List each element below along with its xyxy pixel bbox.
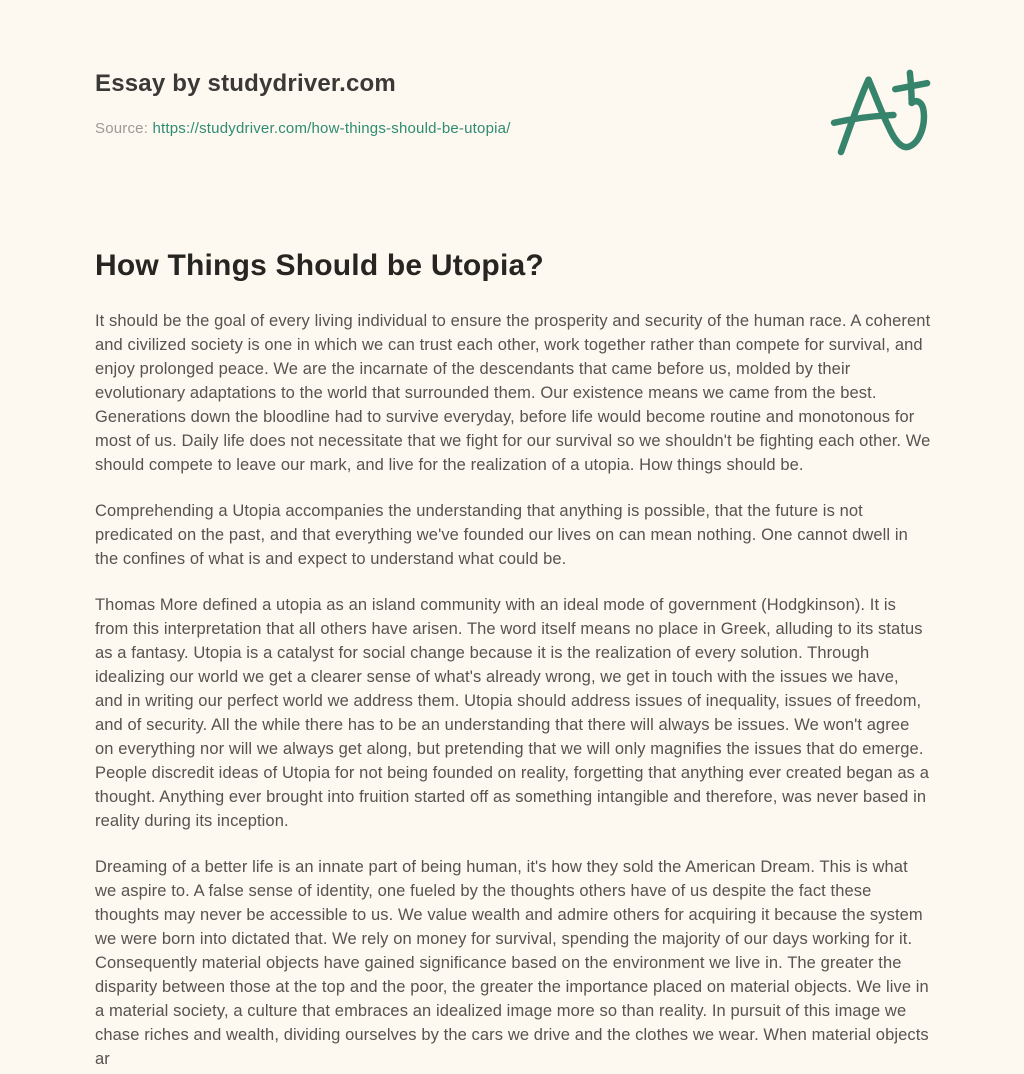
source-link[interactable]: https://studydriver.com/how-things-should-be-utopia/ <box>152 120 511 137</box>
essay-paragraph-4: Dreaming of a better life is an innate part of being human, it's how they sold the American Dream. This is what we aspire to. A false sense of identity, one fueled by the thoughts others have of us despite the fact these thoughts may never be accessible to us. We value wealth and admire others for acquiring it because the system we were born into dictated that. We rely on money for survival, spending the majority of our days working for it. Consequently material objects have gained significance based on the environment we live in. The greater the disparity between those at the top and the poor, the greater the importance placed on material objects. We live in a material society, a culture that embraces an idealized image more so than reality. In pursuit of this image we chase riches and wealth, dividing ourselves by the cars we drive and the clothes we wear. When material objects ar <box>95 858 929 1068</box>
essay-paragraph-1: It should be the goal of every living individual to ensure the prosperity and security of the human race. A coherent and civilized society is one in which we can trust each other, work together rather than compete for survival, and enjoy prolonged peace. We are the incarnate of the descendants that came before us, molded by their evolutionary adaptations to the world that surrounded them. Our existence means we came from the best. Generations down the bloodline had to survive everyday, before life would become routine and monotonous for most of us. Daily life does not necessitate that we fight for our survival so we shouldn't be fighting each other. We should compete to leave our mark, and live for the realization of a utopia. How things should be. <box>95 312 931 474</box>
essay-paragraph-3: Thomas More defined a utopia as an island community with an ideal mode of government (Hodgkinson). It is from this interpretation that all others have arisen. The word itself means no place in Greek, alluding to its status as a fantasy. Utopia is a catalyst for social change because it is the realization of every solution. Through idealizing our world we get a clearer sense of what's already wrong, we get in touch with the issues we have, and in writing our perfect world we address them. Utopia should address issues of inequality, issues of freedom, and of security. All the while there has to be an understanding that there will always be issues. We won't agree on everything nor will we always get along, but pretending that we will only magnifies the issues that do emerge. People discredit ideas of Utopia for not being founded on reality, forgetting that anything ever created began as a thought. Anything ever brought into fruition started off as something intangible and therefore, was never based in reality during its inception. <box>95 596 929 830</box>
source-label: Source: <box>95 120 149 137</box>
doc-header-title: Essay by studydriver.com <box>95 70 396 97</box>
article-title: How Things Should be Utopia? <box>95 249 544 282</box>
essay-paragraph-2: Comprehending a Utopia accompanies the understanding that anything is possible, that the future is not predicated on the past, and that everything we've founded our lives on can mean nothing. One cannot dwell in the confines of what is and expect to understand what could be. <box>95 502 908 568</box>
essay-body <box>95 309 931 1071</box>
a-plus-grade-logo-icon <box>822 60 934 164</box>
doc-header <box>95 70 930 137</box>
source-row <box>95 120 930 137</box>
